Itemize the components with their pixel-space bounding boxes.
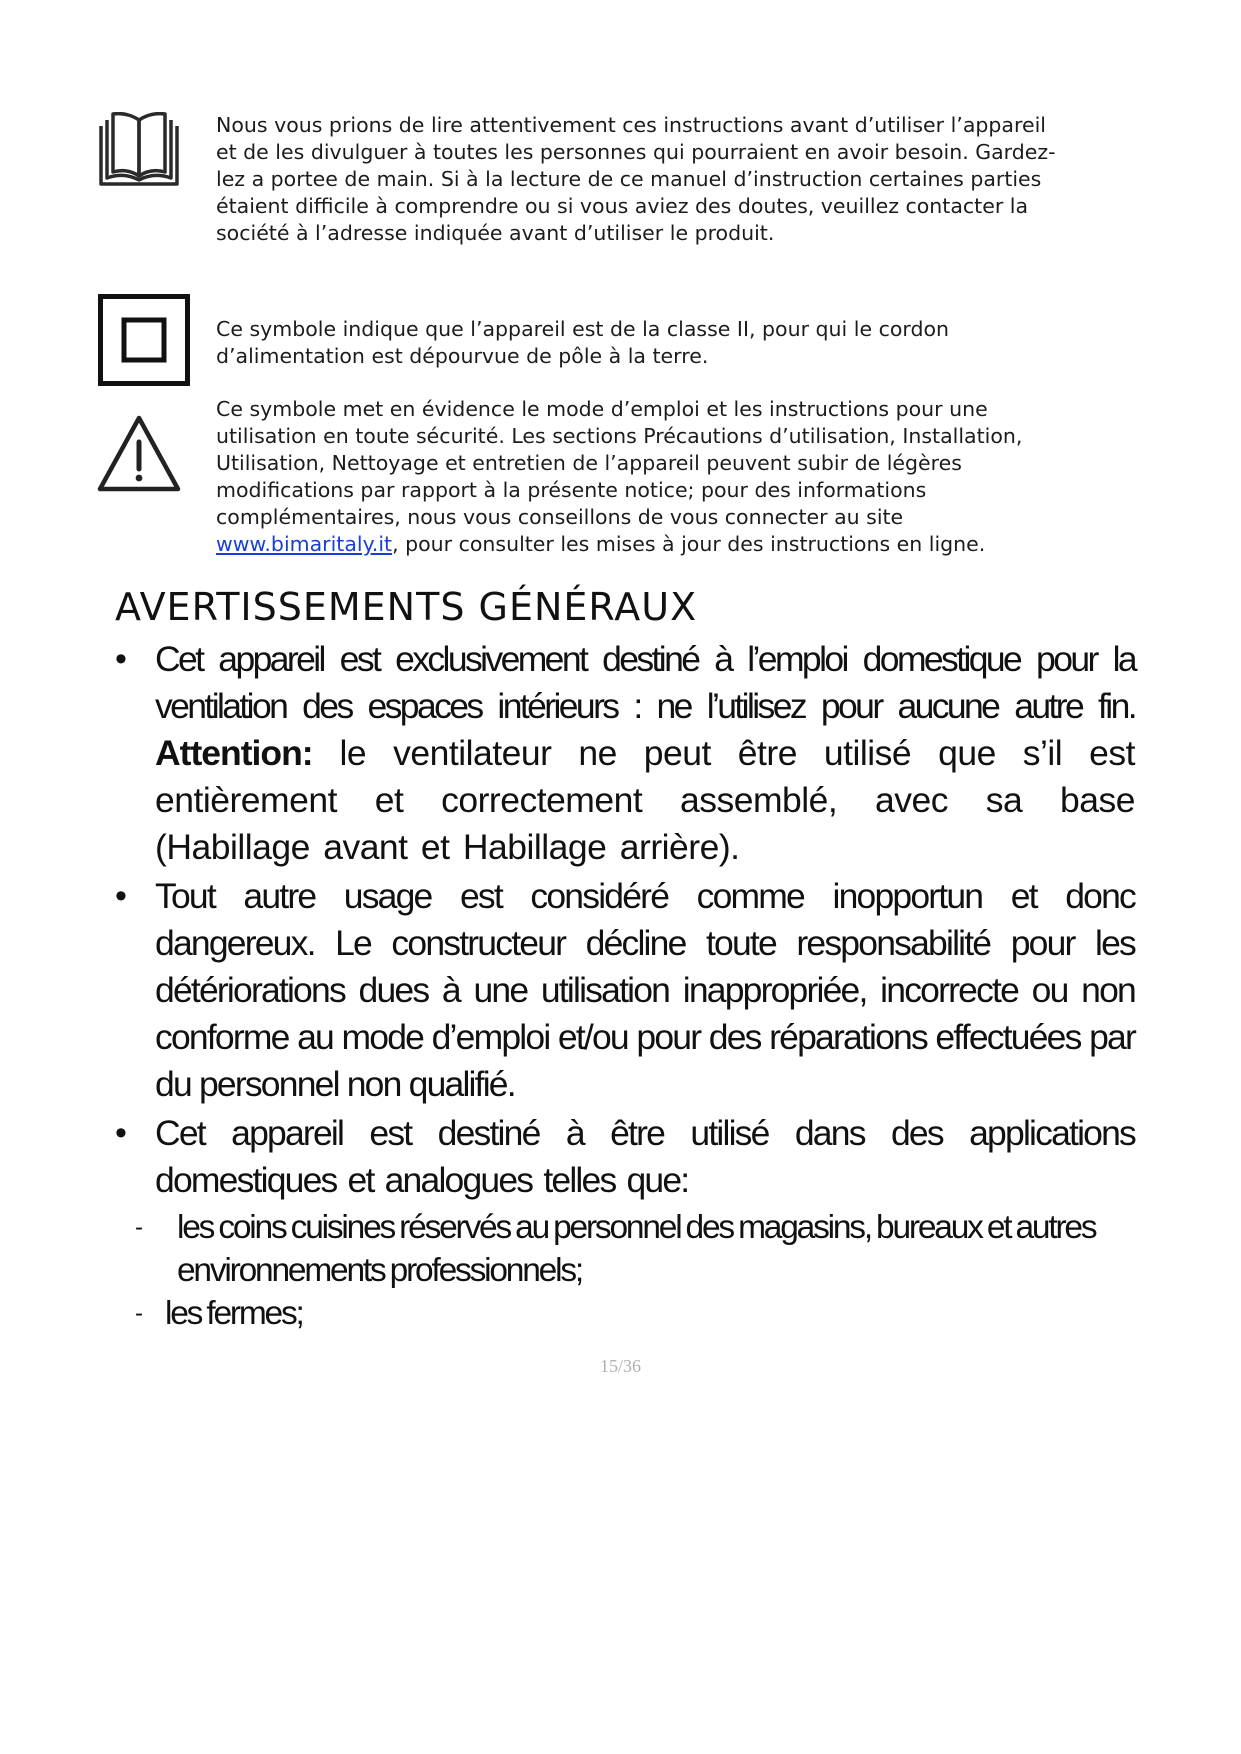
sub-item-text: les fermes; [165,1295,303,1332]
warning-line: Utilisation, Nettoyage et entretien de l’appareil peuvent subir de légères [216,451,962,475]
intro-line: lez a portee de main. Si à la lecture de ce manuel d’instruction certaines parties [216,167,1042,191]
class-two-double-square-icon [98,294,190,386]
attention-label: Attention: [155,733,313,773]
sub-item [115,1206,1135,1292]
class2-paragraph [216,316,949,370]
bullet-item [115,1110,1135,1204]
class2-line: d’alimentation est dépourvue de pôle à la terre. [216,344,709,368]
intro-line: étaient difficile à comprendre ou si vous aviez des doutes, veuillez contacter la [216,194,1029,218]
attention-text: le ventilateur ne peut être utilisé que s’il est entièrement et correctement assemblé, avec sa base (Habillage avant et Habillage arrière). [155,733,1135,867]
intro-line: société à l’adresse indiquée avant d’utiliser le produit. [216,221,775,245]
dash-marker: - [135,1214,143,1241]
warning-line: utilisation en toute sécurité. Les sections Précautions d’utilisation, Installation, [216,424,1023,448]
warning-paragraph [216,396,1022,558]
sub-item-text: les coins cuisines réservés au personnel des magasins, bureaux et autres environnements professionnels; [177,1209,1096,1289]
intro-line: et de les divulguer à toutes les personnes qui pourraient en avoir besoin. Gardez- [216,140,1056,164]
warning-line: complémentaires, nous vous conseillons de vous connecter au site [216,505,904,529]
bullet-item [115,636,1135,871]
bullet-text: Cet appareil est destiné à être utilisé dans des applications domestiques et analogues telles que: [155,1113,1135,1200]
dash-marker: - [135,1300,143,1327]
website-link[interactable]: www.bimaritaly.it [216,532,393,556]
bullet-text: Tout autre usage est considéré comme inopportun et donc dangereux. Le constructeur décline toute responsabilité pour les détériorations dues à une utilisation inappropriée, incorrecte ou non conforme au mode d’emploi et/ou pour des réparations effectuées par du personnel non qualifié. [155,876,1135,1104]
warning-link-line [216,531,1022,558]
open-book-icon [99,112,179,188]
bullet-text: Cet appareil est exclusivement destiné à l’emploi domestique pour la ventilation des espaces intérieurs : ne l’utilisez pour aucune autre fin. [155,639,1135,726]
page-number: 15/36 [599,1356,641,1376]
warning-triangle-icon [96,414,182,494]
bullet-item [115,873,1135,1108]
warning-line: modifications par rapport à la présente notice; pour des informations [216,478,927,502]
class2-line: Ce symbole indique que l’appareil est de la classe II, pour qui le cordon [216,317,949,341]
warnings-list [115,636,1135,1335]
intro-line: Nous vous prions de lire attentivement ces instructions avant d’utiliser l’appareil [216,113,1046,137]
intro-paragraph [216,112,1056,247]
warning-line: Ce symbole met en évidence le mode d’emploi et les instructions pour une [216,397,988,421]
section-title: AVERTISSEMENTS GÉNÉRAUX [115,585,698,629]
warning-link-suffix: , pour consulter les mises à jour des instructions en ligne. [392,532,986,556]
sub-item [115,1292,1135,1335]
